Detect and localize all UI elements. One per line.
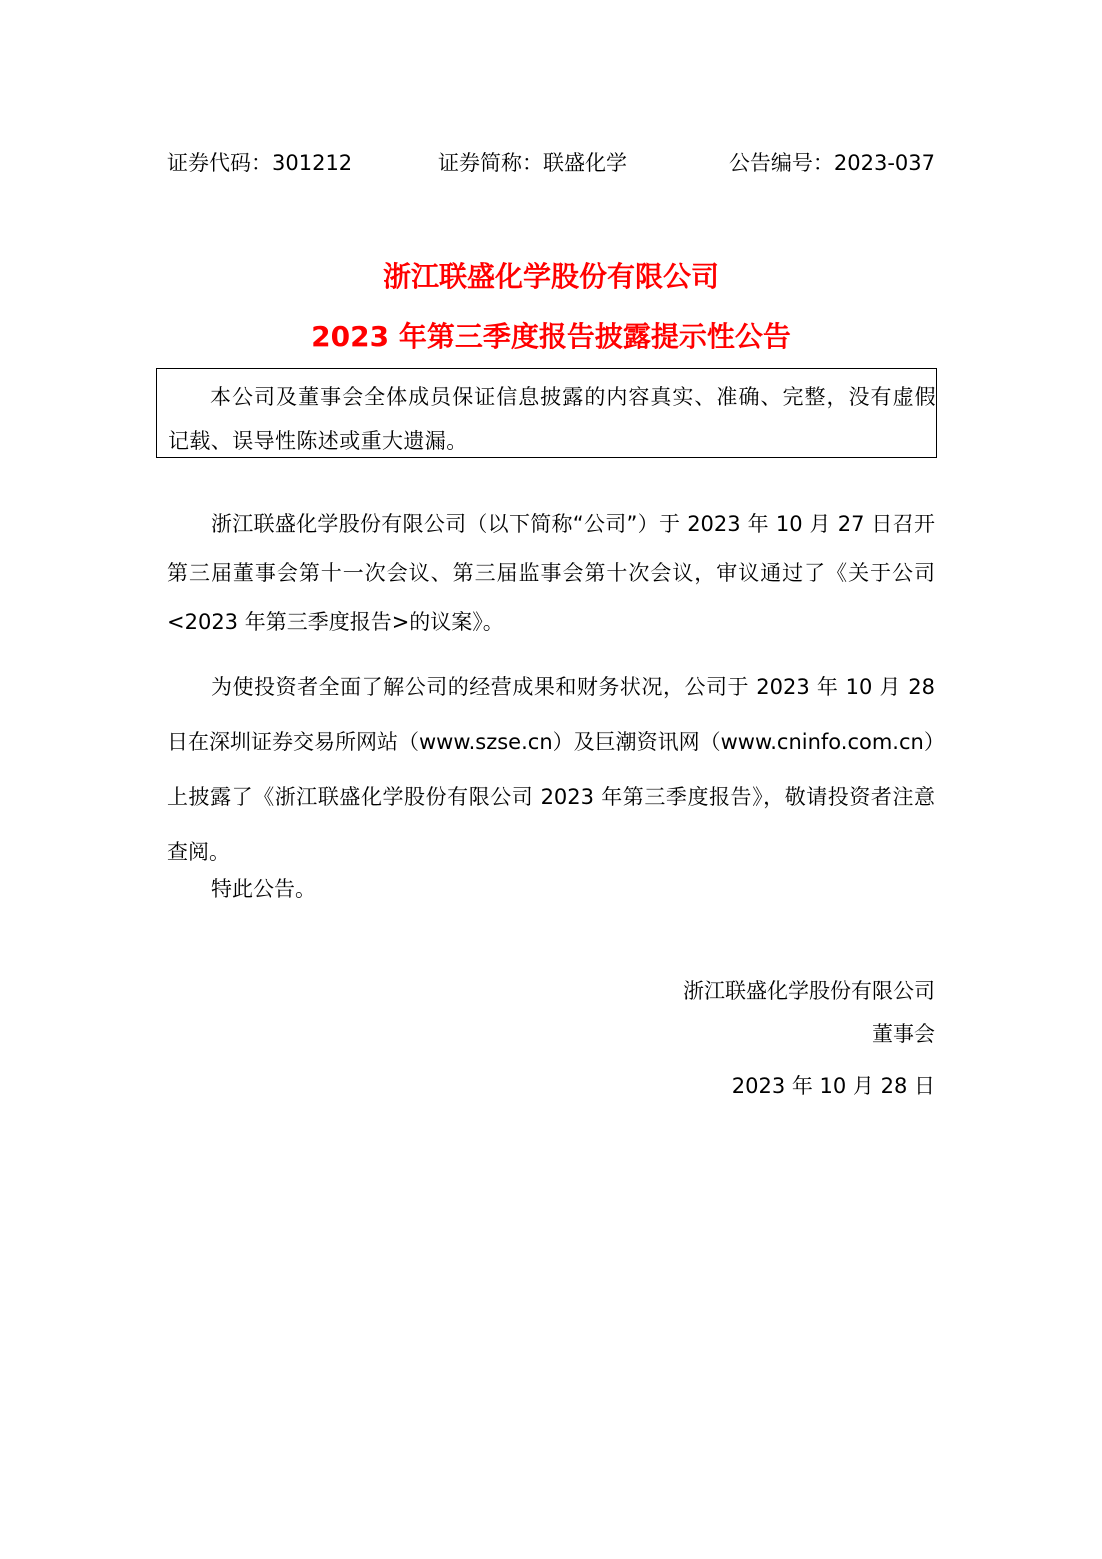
signature-board: 董事会	[872, 1022, 935, 1046]
body-paragraph-2	[167, 660, 945, 880]
document-header	[167, 148, 935, 178]
signature-company: 浙江联盛化学股份有限公司	[683, 979, 935, 1003]
body-paragraph-2-part-b: 上披露了《浙江联盛化学股份有限公司 2023 年第三季度报告》，敬请投资者注意查阅。	[167, 785, 935, 864]
body-paragraph-2-part-a: 为使投资者全面了解公司的经营成果和财务状况，公司于 2023 年 10 月 28 日在深圳证券交易所网站（www.szse.cn）及巨潮资讯网（www.cninfo.com.cn）	[167, 675, 945, 754]
stock-abbreviation: 证券简称：联盛化学	[438, 151, 627, 175]
announcement-title: 2023 年第三季度报告披露提示性公告	[311, 320, 791, 353]
disclosure-notice-box	[156, 368, 937, 458]
signature-date: 2023 年 10 月 28 日	[731, 1074, 935, 1098]
company-title: 浙江联盛化学股份有限公司	[382, 260, 719, 293]
disclosure-notice-text: 本公司及董事会全体成员保证信息披露的内容真实、准确、完整，没有虚假记载、误导性陈述或重大遗漏。	[168, 385, 936, 453]
body-paragraph-1: 浙江联盛化学股份有限公司（以下简称“公司”）于 2023 年 10 月 27 日召开第三届董事会第十一次会议、第三届监事会第十次会议，审议通过了《关于公司<2023 年第三季度报告>的议案》。	[167, 512, 935, 634]
announcement-number: 公告编号：2023-037	[728, 151, 935, 175]
stock-code: 证券代码：301212	[167, 151, 353, 175]
closing-statement: 特此公告。	[211, 877, 316, 901]
